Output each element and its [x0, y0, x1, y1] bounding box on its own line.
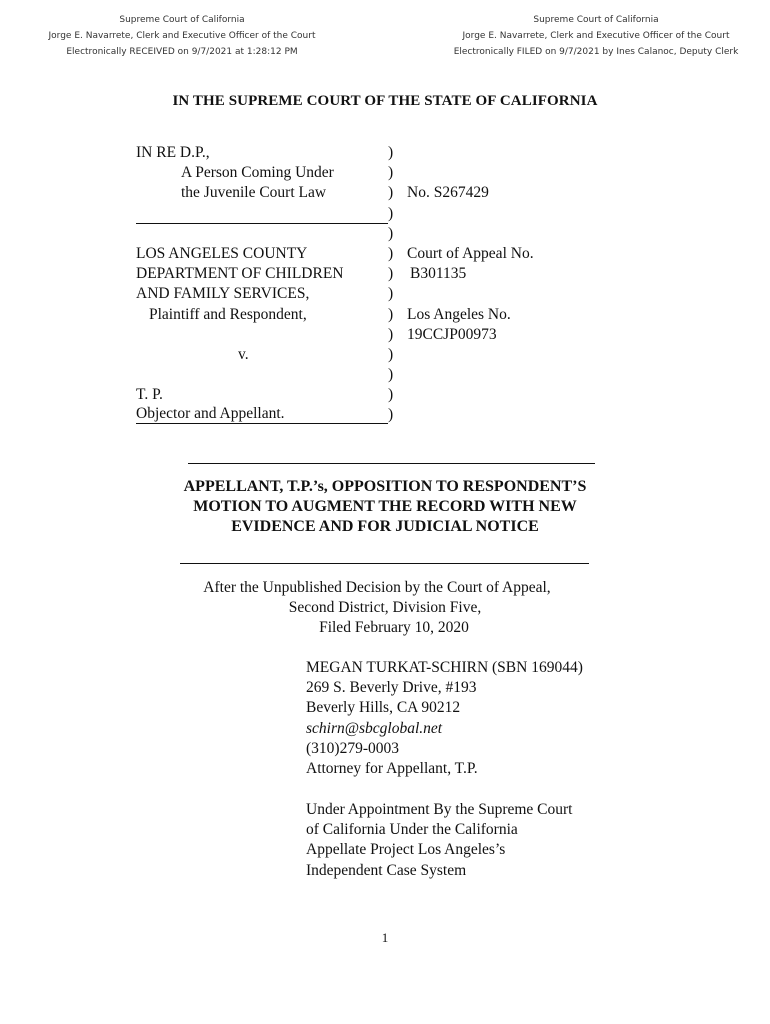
- appointment-line-2: of California Under the California: [306, 821, 518, 839]
- caption-paren: ): [388, 184, 394, 202]
- received-stamp-date: Electronically RECEIVED on 9/7/2021 at 1:28:12 PM: [66, 47, 298, 57]
- caption-paren: ): [388, 204, 394, 222]
- caption-versus: v.: [238, 345, 249, 363]
- title-divider-top: [188, 463, 595, 464]
- filed-stamp-clerk: Jorge E. Navarrete, Clerk and Executive Officer of the Court: [462, 31, 730, 41]
- decision-line-1: After the Unpublished Decision by the Court of Appeal,: [203, 579, 551, 596]
- decision-block: [0, 578, 770, 639]
- document-title-line-1: APPELLANT, T.P.’s, OPPOSITION TO RESPONDENT’S: [183, 478, 587, 495]
- document-title-line-2: MOTION TO AUGMENT THE RECORD WITH NEW: [193, 498, 577, 515]
- case-caption: [136, 143, 656, 426]
- document-title: [0, 477, 770, 537]
- caption-paren: ): [388, 345, 394, 363]
- attorney-block: [306, 658, 583, 779]
- caption-paren: ): [388, 386, 394, 404]
- caption-paren: ): [388, 325, 394, 343]
- caption-paren: ): [388, 406, 394, 424]
- appointment-line-3: Appellate Project Los Angeles’s: [306, 841, 506, 859]
- filed-stamp: [436, 12, 756, 60]
- caption-minor-desc-2: the Juvenile Court Law: [181, 184, 327, 202]
- caption-paren: ): [388, 144, 394, 161]
- appeal-number: B301135: [410, 265, 467, 283]
- attorney-phone: (310)279-0003: [306, 739, 399, 757]
- received-stamp-court: Supreme Court of California: [119, 15, 245, 25]
- decision-line-2: Second District, Division Five,: [288, 599, 482, 617]
- caption-appellant: T. P.: [136, 386, 163, 404]
- caption-paren: ): [388, 305, 394, 323]
- decision-line-3: Filed February 10, 2020: [319, 619, 469, 637]
- la-label: Los Angeles No.: [407, 305, 511, 323]
- appeal-label: Court of Appeal No.: [407, 244, 534, 262]
- filed-stamp-date: Electronically FILED on 9/7/2021 by Ines Calanoc, Deputy Clerk: [453, 47, 739, 57]
- court-title: IN THE SUPREME COURT OF THE STATE OF CALIFORNIA: [172, 93, 598, 109]
- caption-paren: ): [388, 366, 394, 384]
- appointment-line-1: Under Appointment By the Supreme Court: [306, 801, 573, 818]
- title-divider-bottom: [180, 563, 589, 564]
- caption-rule: [136, 204, 388, 224]
- attorney-email: schirn@sbcglobal.net: [306, 719, 443, 737]
- case-number: No. S267429: [407, 184, 489, 202]
- caption-respondent-3: AND FAMILY SERVICES,: [136, 285, 310, 303]
- filed-stamp-court: Supreme Court of California: [533, 15, 659, 25]
- caption-minor-desc-1: A Person Coming Under: [181, 164, 334, 182]
- la-number: 19CCJP00973: [407, 325, 497, 343]
- document-title-line-3: EVIDENCE AND FOR JUDICIAL NOTICE: [231, 518, 539, 535]
- caption-respondent-2: DEPARTMENT OF CHILDREN: [136, 265, 344, 283]
- caption-minor: IN RE D.P.,: [136, 144, 210, 161]
- caption-respondent-1: LOS ANGELES COUNTY: [136, 244, 308, 262]
- attorney-address-2: Beverly Hills, CA 90212: [306, 699, 461, 717]
- caption-paren: ): [388, 285, 394, 303]
- caption-respondent-role: Plaintiff and Respondent,: [149, 305, 307, 323]
- caption-paren: ): [388, 164, 394, 182]
- attorney-role: Attorney for Appellant, T.P.: [306, 760, 478, 778]
- caption-paren: ): [388, 265, 394, 283]
- caption-appellant-role: Objector and Appellant.: [136, 405, 388, 424]
- received-stamp: [22, 12, 342, 60]
- appointment-block: [306, 800, 572, 881]
- attorney-name: MEGAN TURKAT-SCHIRN (SBN 169044): [306, 659, 583, 676]
- caption-paren: ): [388, 224, 394, 242]
- caption-paren: ): [388, 244, 394, 262]
- appointment-line-4: Independent Case System: [306, 861, 467, 879]
- received-stamp-clerk: Jorge E. Navarrete, Clerk and Executive Officer of the Court: [48, 31, 316, 41]
- attorney-address-1: 269 S. Beverly Drive, #193: [306, 679, 477, 697]
- page-number: 1: [381, 930, 389, 945]
